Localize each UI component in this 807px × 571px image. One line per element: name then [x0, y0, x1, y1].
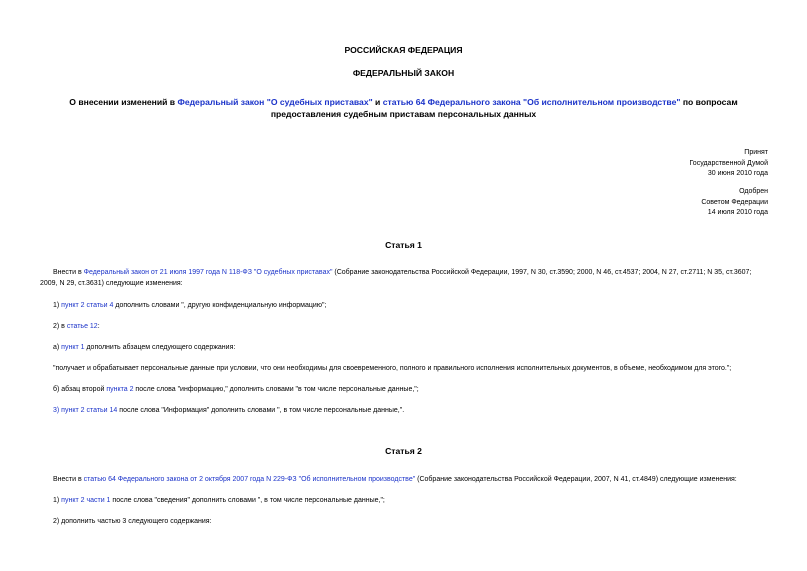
a1-subitem-a-text: дополнить абзацем следующего содержания: [84, 344, 236, 351]
accepted-body: Государственной Думой [689, 159, 768, 167]
a1-item-2-num: 2) в [53, 323, 67, 330]
title-text-2: и [372, 97, 383, 107]
a1-subitem-a-num: а) [53, 344, 62, 351]
accepted-date: 30 июня 2010 года [707, 170, 768, 178]
approved-label: Одобрен [739, 188, 768, 195]
a1-item-1-link[interactable]: пункт 2 статьи 4 [61, 302, 114, 309]
approved-body: Советом Федерации [701, 198, 768, 206]
a1-item-3-link[interactable]: 3) пункт 2 статьи 14 [53, 407, 118, 414]
a2-intro-text-b: (Собрание законодательства Российской Федерации, 2007, N 41, ст.4849) следующие изменения: [415, 476, 737, 483]
a1-item-3 [40, 405, 767, 416]
a2-item-1 [40, 495, 767, 506]
title-text-1: О внесении изменений в [69, 97, 178, 107]
a1-item-2 [40, 321, 767, 332]
title-text-3: по вопросам [680, 97, 738, 107]
country-heading: РОССИЙСКАЯ ФЕДЕРАЦИЯ [344, 45, 463, 55]
doc-type-heading: ФЕДЕРАЛЬНЫЙ ЗАКОН [352, 68, 455, 78]
adoption-federation-council [701, 187, 768, 219]
article-2-heading: Статья 2 [385, 446, 422, 456]
a1-intro-text-b: (Собрание законодательства Российской Федерации, 1997, N 30, ст.3590; 2000, N 46, ст.4537; 2004, N 27, ст.2711; N 35, ст.3607; 2009, N 29, ст.3631) следующие изменения: [40, 269, 752, 288]
article-1-intro [40, 267, 767, 289]
a1-item-1-text: дополнить словами ", другую конфиденциальную информацию"; [113, 302, 327, 309]
a2-item-2: 2) дополнить частью 3 следующего содержания: [53, 518, 212, 525]
a1-item-2-text: : [97, 323, 100, 330]
title-line-2: предоставления судебным приставам персональных данных [270, 109, 537, 119]
title-link-enforcement-law[interactable]: статью 64 Федерального закона "Об исполнительном производстве" [382, 97, 681, 107]
approved-date: 14 июля 2010 года [707, 209, 768, 217]
a1-item-1-num: 1) [53, 302, 62, 309]
a2-intro-link[interactable]: статью 64 Федерального закона от 2 октября 2007 года N 229-ФЗ "Об исполнительном производстве" [83, 476, 416, 483]
a1-subitem-b [40, 384, 767, 395]
a2-item-1-text: после слова "сведения" дополнить словами ", в том числе персональные данные,"; [110, 497, 385, 504]
article-1-heading: Статья 1 [385, 240, 422, 250]
a1-subitem-a-link[interactable]: пункт 1 [61, 344, 85, 351]
a1-intro-text-a: Внести в [53, 269, 84, 276]
a1-subitem-b-text-2: после слова "информацию," дополнить словами "в том числе персональные данные,"; [133, 386, 419, 393]
a1-intro-link[interactable]: Федеральный закон от 21 июля 1997 года N 118-ФЗ "О судебных приставах" [83, 269, 333, 276]
a1-subitem-b-link[interactable]: пункта 2 [106, 386, 134, 393]
adoption-duma [689, 148, 768, 180]
law-title [40, 96, 767, 120]
a1-item-2-link[interactable]: статье 12 [66, 323, 98, 330]
a1-subitem-b-text-1: б) абзац второй [53, 386, 107, 393]
a1-item-3-text: после слова "Информация" дополнить словами ", в том числе персональные данные,". [117, 407, 405, 414]
a2-item-1-link[interactable]: пункт 2 части 1 [61, 497, 111, 504]
a2-intro-text-a: Внести в [53, 476, 84, 483]
accepted-label: Принят [744, 149, 768, 156]
title-link-bailiffs-law[interactable]: Федеральный закон "О судебных приставах" [177, 97, 373, 107]
a1-item-1 [40, 300, 767, 311]
a2-item-1-num: 1) [53, 497, 62, 504]
a1-quote: "получает и обрабатывает персональные данные при условии, что они необходимы для своевременного, полного и правильного исполнения исполнительных документов, в объеме, необходимом для этого."; [53, 365, 732, 372]
a1-subitem-a [40, 342, 767, 353]
article-2-intro [40, 474, 767, 485]
